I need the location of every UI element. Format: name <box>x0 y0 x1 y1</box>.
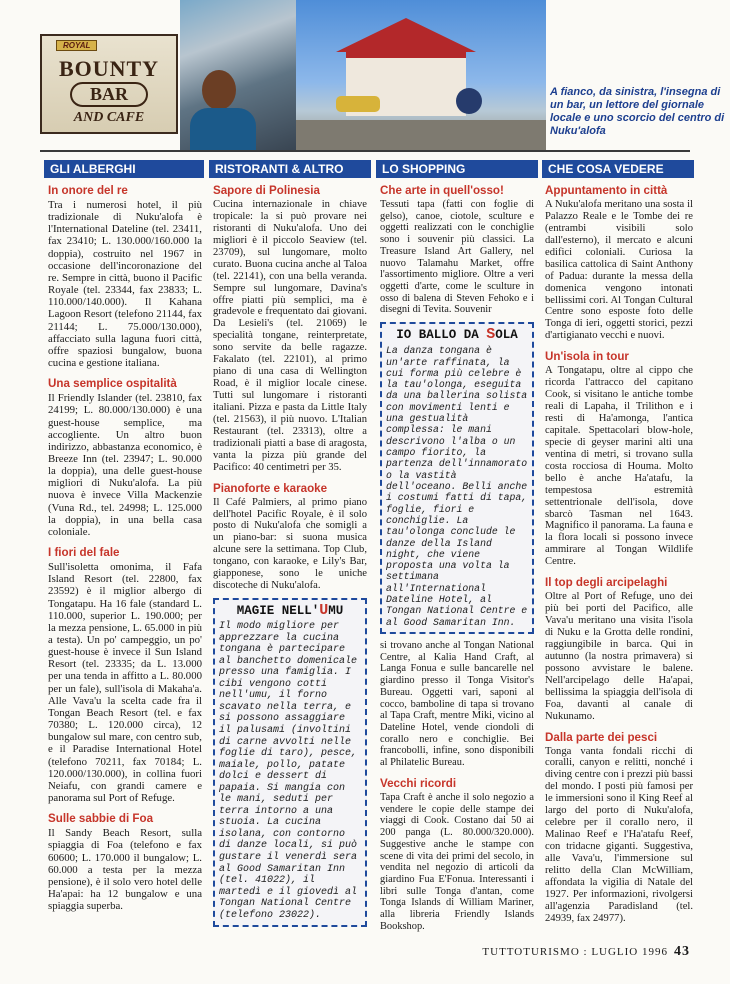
heading: Un'isola in tour <box>545 350 629 364</box>
sign-bar-text: BAR <box>70 82 148 107</box>
sidebar-box-umu <box>213 598 367 927</box>
paragraph: A Tongatapu, oltre al cippo che ricorda l'attracco del capitano Cook, si visitano le antiche tombe reali di Lapaha, il Trilithon e i resti di Ha'amonga, l'antica capitale. Spettacolari blow-hole, specie di geyser marini alti una ventina di metri, si trovano sulla costa rocciosa di Houma. Molto bello è anche Ha'atafu, la tempestosa estremità settentrionale dell'isola, dove sbarcò Tasman nel 1643. Magnifico il panorama. La fauna e la flora locali si possono invece ammirare al Tongan Wildlife Centre. <box>545 365 693 568</box>
car-shape <box>336 96 380 112</box>
road-shape <box>296 120 546 150</box>
paragraph: A Nuku'alofa meritano una sosta il Palazzo Reale e le Tombe dei re (entrambi visibili solo dall'esterno), il mercato e alcuni edifici coloniali. Curiosa la basilica cattolica di Saint Anthony of Padua: durante la messa della domenica vengono intonati bellissimi cori. Al Tongan Cultural Centre sono esposte foto delle Tonga di ieri, oggetti storici, pezzi d'artigianato vecchi e nuovi. <box>545 199 693 342</box>
heading: Sapore di Polinesia <box>213 184 320 197</box>
box-title-part: MAGIE NELL' <box>236 604 320 619</box>
heading: Una semplice ospitalità <box>48 377 177 391</box>
header-divider <box>40 150 690 152</box>
heading: I fiori del fale <box>48 546 120 560</box>
newspaper-reader-photo <box>180 0 296 150</box>
photo-caption: A fianco, da sinistra, l'insegna di un bar, un lettore del giornale locale e uno scorcio del centro di Nuku'alofa <box>550 86 725 137</box>
heading: Che arte in quell'osso! <box>380 184 504 197</box>
box-title-part: OLA <box>495 328 518 343</box>
reader-face-shape <box>202 70 236 110</box>
box-title <box>386 327 528 343</box>
paragraph: Tessuti tapa (fatti con foglie di gelso), canoe, ciotole, sculture e oggetti realizzati con le conchiglie sono i souvenir più classici. La Treasure Island Art Gallery, nel nuovo Talamahu Market, offre l'assortimento migliore. Oltre a veri oggetti d'arte, come le sculture in osso di balena di Steven Fehoko e i disegni di Tevita. Souvenir <box>380 199 534 316</box>
scooter-shape <box>456 88 482 114</box>
box-title-part: IO BALLO DA <box>396 328 487 343</box>
heading: Il top degli arcipelaghi <box>545 576 668 590</box>
column-shopping <box>380 184 534 935</box>
house-roof-shape <box>336 18 476 52</box>
paragraph: Sull'isoletta omonima, il Fafa Island Resort (tel. 22800, fax 23592) è il miglior albergo di Tongatapu. Ha 16 fale (standard L. 110.000, superior L. 190.000; per la mezza pensione, L. 65.000 in più a testa). Un po' campeggio, un po' guest-house è invece il Sun Island Resort (tel. 23335; da L. 13.000 per una tenda in affitto a L. 80.000 per un fale), sull'isola di Makaha'a. Alle Vava'u la scelta cade fra il Tongan Beach Resort (tel. e fax 70380; L. 120.000 circa), 12 bungalow sul mare, con centro sub, e il Paradise International Hotel (telefono 70211, fax 70184; L. 120.000/130.000), in collina fuori Neiafu, con grandi camere e panorama sul Port of Refuge. <box>48 561 202 805</box>
magazine-issue: TUTTOTURISMO : LUGLIO 1996 <box>482 946 668 958</box>
heading: Vecchi ricordi <box>380 776 457 790</box>
heading: Sulle sabbie di Foa <box>48 812 154 826</box>
box-text: La danza tongana è un'arte raffinata, la cui forma più celebre è la tau'olonga, eseguita da una ballerina solista con movimenti lenti e una gestualità complessa: le mani descrivono l'alba o un campo fiorito, la partenza dell'innamorato o la vastità dell'oceano. Belli anche i costumi fatti di tapa, foglie, fiori e conchiglie. La tau'olonga conclude le danze della Island night, che viene proposta una volta la settimana all'International Dateline Hotel, al Tongan National Centre e al Good Samaritan Inn. <box>386 345 528 628</box>
section-header-ristoranti: RISTORANTI & ALTRO <box>209 160 371 178</box>
paragraph: Cucina internazionale in chiave tropicale: la si può provare nei ristoranti di Nuku'alofa. Uno dei migliori è il piccolo Seaview (tel. 23709), sul lungomare, molto curato. Buona cucina anche al Taloa (tel. 22141), con una bella veranda. Sempre sul lungomare, Davina's offre piatti più semplici, ma è gradevole e frequentato dai giovani. Da Lesieli's (tel. 21069) le specialità tongane, reinterpretate, sono servite da belle ragazze. Fakalato (tel. 22101), al primo piano di una casa di Wellington Road, è il miglior locale cinese. Tutti sul lungomare i ristoranti italiani. Pizza e pasta da Little Italy (tel. 21563), il più nuovo. L'Italian Restaurant (tel. 23313), oltre a tradizionali piatti a base di aragosta, vanta la pizza più grande del Pacifico: 40 centimetri per 35. <box>213 199 367 473</box>
heading: Pianoforte e karaoke <box>213 481 328 495</box>
heading: Appuntamento in città <box>545 184 668 197</box>
page-footer <box>482 944 690 960</box>
page-number: 43 <box>674 944 690 959</box>
heading: In onore del re <box>48 184 128 197</box>
box-text: Il modo migliore per apprezzare la cucina tongana è partecipare al banchetto domenicale presso una famiglia. I cibi vengono cotti nell'umu, il forno scavato nella terra, e si possono assaggiare il palusami (involtini di carne avvolti nelle foglie di taro), pesce, maiale, pollo, patate dolci e dessert di papaia. Si mangia con le mani, seduti per terra intorno a una stuoia. La cucina isolana, con contorno di danze locali, si può gustare il venerdì sera al Good Samaritan Inn (tel. 41022), il martedì e il giovedì al Tongan National Centre (telefono 23022). <box>219 621 358 921</box>
heading: Dalla parte dei pesci <box>545 730 658 744</box>
bar-sign-photo <box>40 34 178 134</box>
paragraph: Tapa Craft è anche il solo negozio a vendere le copie delle stampe dei viaggi di Cook. Costano dai 50 ai 200 panga (L. 80.000/320.000). Suggestive anche le stampe con scene di vita dei primi del secolo, in vendita nel negozio di articoli da giardino Fua E'Fonua. Interessanti i libri sulle Tonga d'antan, come Tonga Islands di William Mariner, alla libreria Friendly Islands Bookshop. <box>380 791 534 932</box>
sign-cafe-text: AND CAFE <box>73 110 145 125</box>
column-ristoranti <box>213 184 367 933</box>
column-alberghi <box>48 184 202 914</box>
paragraph: Tra i numerosi hotel, il più tradizionale di Nuku'alofa è l'International Dateline (tel. 23411, fax 23410; L. 130.000/160.000 la doppia), costruito nel 1967 in occasione dell'incoronazione del re. Sempre in città, buono il Pacific Royale (tel. 23344, fax 23833; L. 110.000/140.000). Il Kahana Lagoon Resort (telefono 21144, fax 21144; L. 75.000/130.000), affacciato sulla laguna fuori città, offre spaziosi bungalow, buona cucina e gestione italiana. <box>48 199 203 370</box>
paragraph: Tonga vanta fondali ricchi di coralli, canyon e relitti, nonché i diving centre con i prezzi più bassi del mondo. I posti più famosi per le immersioni sono il King Reef al largo del porto di Nuku'alofa, celebre per il corallo nero, il Malinao Reef e l'Ha'atafu Reef, con tridacne giganti. Suggestiva, alle Vava'u, l'immersione sul relitto della Clan McWilliam, affondata la vigilia di Natale del 1927. Per informazioni, rivolgersi all'agenzia Paradisland (tel. 24939, fax 24977). <box>545 745 693 924</box>
sign-royal-text: ROYAL <box>56 40 97 51</box>
box-title-accent: S <box>486 326 496 344</box>
column-vedere <box>545 184 693 927</box>
paragraph: Il Friendly Islander (tel. 23810, fax 24199; L. 80.000/130.000) è una guest-house semplice, ma accogliente. Un altro buon indirizzo, abbastanza economico, è Breeze Inn (tel. 23947; L. 90.000 la doppia), una delle guest-house migliori di Nuku'alofa. La più nuova è invece Villa Mackenzie (Vuna Rd., tel. 24998; L. 125.000 la doppia), in una bella casa coloniale. <box>48 392 202 538</box>
reader-body-shape <box>190 108 256 150</box>
section-header-shopping: LO SHOPPING <box>376 160 538 178</box>
paragraph: si trovano anche al Tongan National Centre, al Kalia Hand Craft, al Langa Fonua e sulle bancarelle nel giardino presso il Tonga Visitor's Bureau. Oggetti vari, saponi al cocco, bamboline di tapa si trovano al Tapa Craft, mentre Miki, vicino al Dateline Hotel, vende ciondoli di corallo nero e conchiglie. Bei francobolli, infine, sono disponibili al Philatelic Bureau. <box>380 640 534 769</box>
paragraph: Oltre al Port of Refuge, uno dei più bei porti del Pacifico, alle Vava'u meritano una visita l'isola di Nuku e la Grotta delle rondini, raggiungibile in barca. Qui in autunno (la nostra primavera) si possono avvistare le balene. Nell'arcipelago delle Ha'apai, bellissima la spiaggia dell'isola di Foa, davanti al canale di Nukunamo. <box>545 591 693 722</box>
box-title-accent: U <box>319 602 329 620</box>
town-center-photo <box>296 0 546 150</box>
sign-bounty-text: BOUNTY <box>58 56 160 81</box>
sidebar-box-sola <box>380 322 534 634</box>
paragraph: Il Café Palmiers, al primo piano dell'hotel Pacific Royale, è il solo posto di Nuku'alofa che somigli a un piano-bar: si suona musica alcune sere la settimana. Top Club, tongano, con karaoke, e Lily's Bar, giapponese, sono le uniche discoteche di Nuku'alofa. <box>213 496 367 592</box>
paragraph: Il Sandy Beach Resort, sulla spiaggia di Foa (telefono e fax 60600; L. 170.000 il bungalow; L. 60.000 a testa per la mezza pensione), è il solo vero hotel delle Ha'apai: ha 12 bungalow e una spiaggia superba. <box>48 827 202 913</box>
box-title-part: MU <box>328 604 344 619</box>
box-title <box>219 603 361 619</box>
section-header-vedere: CHE COSA VEDERE <box>542 160 694 178</box>
section-header-alberghi: GLI ALBERGHI <box>44 160 204 178</box>
